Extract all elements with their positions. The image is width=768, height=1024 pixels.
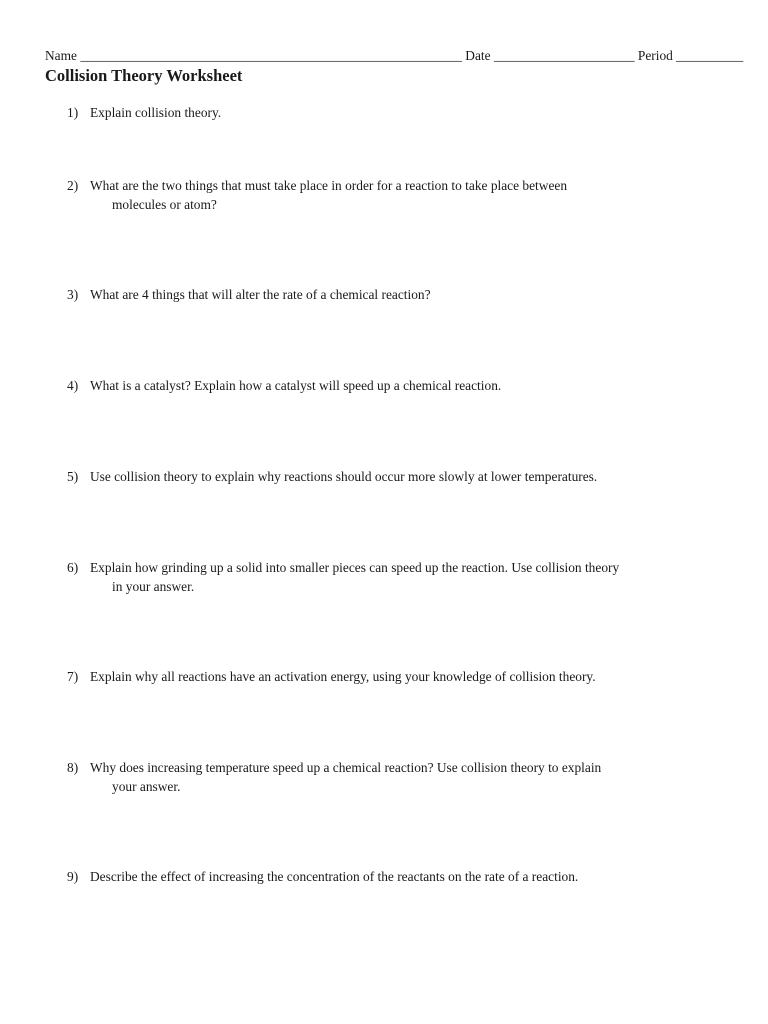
question-number: 6) <box>67 560 79 575</box>
question-number: 3) <box>67 287 79 302</box>
name-date-period-line: Name _________________________________________________________ Date _____________________ Period __________ <box>45 48 744 63</box>
question-text-line-2: your answer. <box>112 778 181 794</box>
question-text-line-1: Explain why all reactions have an activation energy, using your knowledge of collision theory. <box>90 669 596 684</box>
question-text-line-1: Explain collision theory. <box>90 105 222 120</box>
question-number: 4) <box>67 378 79 393</box>
question-text-line-1: Use collision theory to explain why reactions should occur more slowly at lower temperatures. <box>90 469 598 484</box>
question-text <box>90 468 722 487</box>
question-number: 1) <box>67 105 79 120</box>
question-text-line-1: Explain how grinding up a solid into smaller pieces can speed up the reaction. Use collision theory <box>90 560 620 575</box>
question-6 <box>67 559 722 596</box>
question-number: 7) <box>67 669 79 684</box>
question-number: 5) <box>67 469 79 484</box>
question-7 <box>67 668 722 687</box>
question-1 <box>67 104 722 123</box>
question-text <box>90 286 722 305</box>
question-text <box>90 177 722 214</box>
worksheet-title: Collision Theory Worksheet <box>45 66 243 85</box>
question-text-line-2: molecules or atom? <box>112 196 217 212</box>
question-text-line-1: What are 4 things that will alter the rate of a chemical reaction? <box>90 287 431 302</box>
question-text <box>90 759 722 796</box>
question-text-line-1: What are the two things that must take place in order for a reaction to take place between <box>90 178 568 193</box>
question-text <box>90 668 722 687</box>
question-4 <box>67 377 722 396</box>
question-text-line-2: in your answer. <box>112 578 195 594</box>
question-number: 8) <box>67 760 79 775</box>
question-5 <box>67 468 722 487</box>
question-number: 2) <box>67 178 79 193</box>
question-text <box>90 559 722 596</box>
question-9 <box>67 868 722 887</box>
question-3 <box>67 286 722 305</box>
question-text-line-1: Describe the effect of increasing the concentration of the reactants on the rate of a reaction. <box>90 869 579 884</box>
question-text <box>90 377 722 396</box>
question-text <box>90 868 722 887</box>
question-text-line-1: Why does increasing temperature speed up a chemical reaction? Use collision theory to explain <box>90 760 602 775</box>
question-text-line-1: What is a catalyst? Explain how a catalyst will speed up a chemical reaction. <box>90 378 502 393</box>
question-number: 9) <box>67 869 79 884</box>
question-text <box>90 104 722 123</box>
question-2 <box>67 177 722 214</box>
question-8 <box>67 759 722 796</box>
